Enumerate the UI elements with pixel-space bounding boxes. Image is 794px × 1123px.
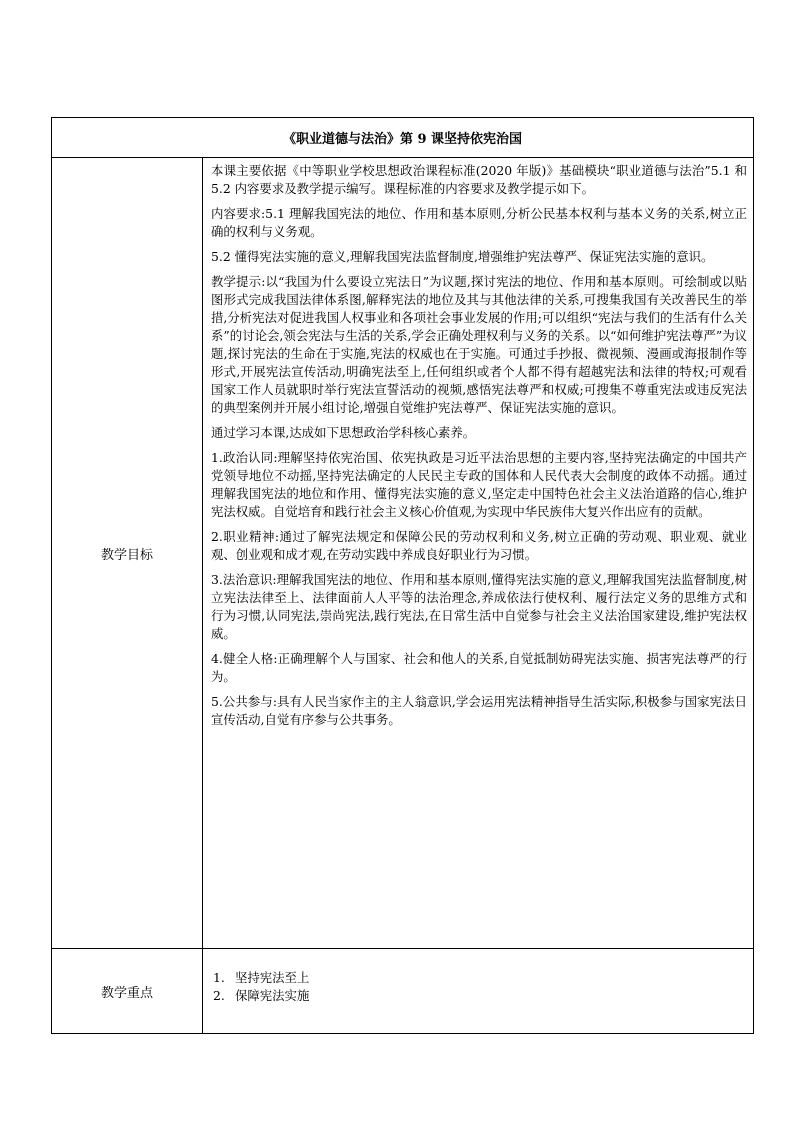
objective-paragraph: 5.公共参与:具有人民当家作主的主人翁意识,学会运用宪法精神指导生活实际,积极参与国家宪法日宣传活动,自觉有序参与公共事务。	[211, 694, 748, 727]
key-points-list	[203, 949, 754, 1034]
objective-paragraph: 1.政治认同:理解坚持依宪治国、依宪执政是习近平法治思想的主要内容,坚持宪法确定的中国共产党领导地位不动摇,坚持宪法确定的人民民主专政的国体和人民代表大会制度的政体不动摇。通过理解我国宪法的地位和作用、懂得宪法实施的意义,坚定走中国特色社会主义法治道路的信心,维护宪法权威。自觉培育和践行社会主义核心价值观,为实现中华民族伟大复兴作出应有的贡献。	[211, 450, 748, 519]
objective-paragraph: 3.法治意识:理解我国宪法的地位、作用和基本原则,懂得宪法实施的意义,理解我国宪法监督制度,树立宪法法律至上、法律面前人人平等的法治理念,养成依法行使权利、履行法定义务的思维方式和行为习惯,认同宪法,崇尚宪法,践行宪法,在日常生活中自觉参与社会主义法治国家建设,维护宪法权威。	[211, 572, 748, 641]
lesson-title: 《职业道德与法治》第 9 课坚持依宪治国	[52, 118, 754, 158]
key-points-label: 教学重点	[52, 949, 203, 1034]
title-row	[52, 118, 754, 158]
objective-paragraph: 2.职业精神:通过了解宪法规定和保障公民的劳动权利和义务,树立正确的劳动观、职业观、就业观、创业观和成才观,在劳动实践中养成良好职业行为习惯。	[211, 529, 748, 562]
key-point-text: 保障宪法实施	[235, 988, 310, 1003]
objective-paragraph: 通过学习本课,达成如下思想政治学科核心素养。	[211, 425, 476, 440]
key-point-number: 2.	[213, 988, 225, 1003]
lesson-plan-table	[51, 117, 754, 1034]
objectives-row	[52, 158, 754, 949]
objective-paragraph: 内容要求:5.1 理解我国宪法的地位、作用和基本原则,分析公民基本权利与基本义务的关系,树立正确的权利与义务观。	[211, 206, 748, 239]
objective-paragraph: 本课主要依据《中等职业学校思想政治课程标准(2020 年版)》基础模块“职业道德与法治”5.1 和 5.2 内容要求及教学提示编写。课程标准的内容要求及教学提示如下。	[211, 163, 748, 196]
key-points-row	[52, 949, 754, 1034]
objectives-content	[203, 158, 754, 949]
objective-paragraph: 5.2 懂得宪法实施的意义,理解我国宪法监督制度,增强维护宪法尊严、保证宪法实施的意识。	[211, 249, 714, 264]
key-point-item	[211, 987, 747, 1005]
key-point-text: 坚持宪法至上	[235, 970, 310, 985]
key-point-number: 1.	[213, 970, 225, 985]
key-point-item	[211, 969, 747, 987]
objectives-label: 教学目标	[52, 158, 203, 949]
objective-paragraph: 教学提示:以“我国为什么要设立宪法日”为议题,探讨宪法的地位、作用和基本原则。可绘制或以贴图形式完成我国法律体系图,解释宪法的地位及其与其他法律的关系,可搜集我国有关改善民生的举措,分析宪法对促进我国人权事业和各项社会事业发展的作用;可以组织“宪法与我们的生活有什么关系”的讨论会,领会宪法与生活的关系,学会正确处理权利与义务的关系。以“如何维护宪法尊严”为议题,探讨宪法的生命在于实施,宪法的权威也在于实施。可通过手抄报、微视频、漫画或海报制作等形式,开展宪法宣传活动,明确宪法至上,任何组织或者个人都不得有超越宪法和法律的特权;可观看国家工作人员就职时举行宪法宣誓活动的视频,感悟宪法尊严和权威;可搜集不尊重宪法或违反宪法的典型案例并开展小组讨论,增强自觉维护宪法尊严、保证宪法实施的意识。	[211, 274, 748, 415]
objective-paragraph: 4.健全人格:正确理解个人与国家、社会和他人的关系,自觉抵制妨碍宪法实施、损害宪法尊严的行为。	[211, 651, 748, 684]
